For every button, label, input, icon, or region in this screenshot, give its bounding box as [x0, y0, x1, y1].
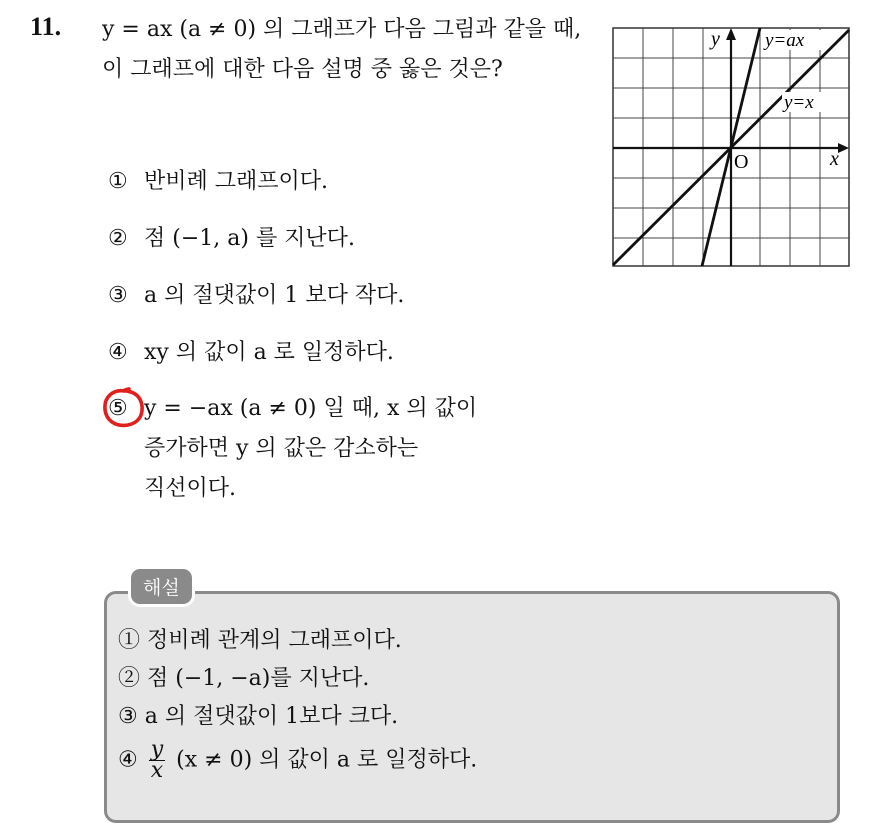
fraction-y-over-x: [149, 737, 165, 783]
explanation-tag: 해설: [128, 566, 195, 607]
label-x-axis: x: [830, 148, 839, 170]
choice-number: ④: [108, 340, 128, 365]
explanation-line-4: [118, 737, 818, 783]
choice-text: a 의 절댓값이 1 보다 작다.: [144, 283, 405, 308]
explanation-line-3: ③ a 의 절댓값이 1보다 크다.: [118, 704, 399, 729]
label-y-axis: y: [711, 28, 720, 50]
choice-5[interactable]: [108, 389, 558, 509]
question-number: 11.: [30, 12, 62, 41]
explanation-line-4-text: (x ≠ 0) 의 값이 a 로 일정하다.: [176, 747, 478, 773]
explanation-line-2: ② 점 (−1, −a)를 지난다.: [118, 666, 370, 691]
answer-circle-mark: [99, 386, 149, 432]
graph-figure: [610, 25, 852, 268]
label-origin: O: [734, 151, 749, 173]
question-stem: y = ax (a ≠ 0) 의 그래프가 다음 그림과 같을 때, 이 그래프에 대한 다음 설명 중 옳은 것은?: [102, 17, 582, 82]
explanation-line-1: ① 정비례 관계의 그래프이다.: [118, 628, 402, 653]
fraction-numerator: y: [150, 737, 164, 762]
label-line-x: y=x: [784, 92, 814, 113]
choice-text: 반비례 그래프이다.: [144, 169, 329, 194]
choice-4[interactable]: [108, 333, 394, 373]
choice-number: ⑤: [108, 396, 128, 421]
explanation-line-4-number: ④: [118, 747, 138, 773]
choice-text: xy 의 값이 a 로 일정하다.: [144, 340, 394, 365]
choice-number: ②: [108, 226, 128, 251]
explanation-lines: [118, 622, 818, 781]
choice-1[interactable]: [108, 162, 328, 202]
choice-number: ①: [108, 169, 128, 194]
label-line-ax: y=ax: [765, 30, 805, 51]
choice-text-line3: 직선이다.: [144, 476, 237, 501]
choice-text: 점 (−1, a) 를 지난다.: [144, 226, 355, 251]
choice-3[interactable]: [108, 276, 404, 316]
choice-number: ③: [108, 283, 128, 308]
fraction-denominator: x: [150, 758, 164, 783]
choice-text-line1: y = −ax (a ≠ 0) 일 때, x 의 값이: [144, 396, 478, 421]
choice-2[interactable]: [108, 219, 355, 259]
choice-text-line2: 증가하면 y 의 값은 감소하는: [144, 436, 419, 461]
